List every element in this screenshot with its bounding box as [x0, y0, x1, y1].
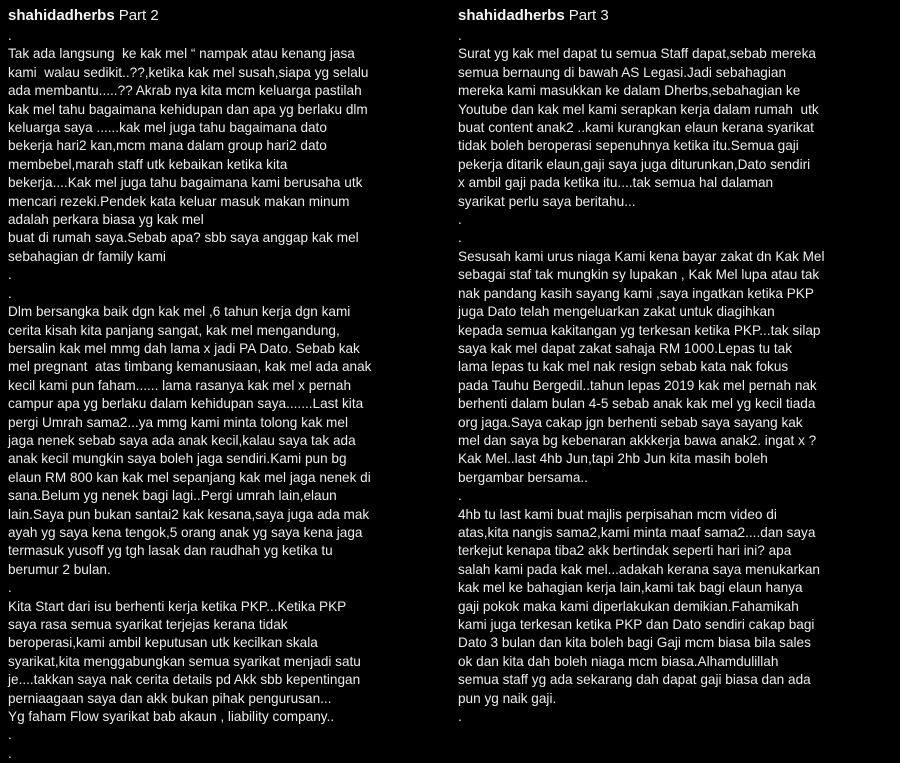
caption-line: Kak Mel..last 4hb Jun,tapi 2hb Jun kita masih boleh	[458, 451, 768, 467]
caption-line: mereka kami masukkan ke dalam Dherbs,sebahagian ke	[458, 83, 801, 99]
caption-line: juga Dato telah mengeluarkan zakat untuk diagihkan	[458, 304, 775, 320]
caption-line: je....takkan saya nak cerita details pd Akk sbb kepentingan	[8, 672, 361, 688]
caption-line: sana.Belum yg nenek bagi lagi..Pergi umrah lain,elaun	[8, 488, 337, 504]
caption-line: bekerja hari2 kan,mcm mana dalam group hari2 dato	[8, 138, 327, 154]
post-column-right	[450, 0, 890, 750]
caption-line: Yg faham Flow syarikat bab akaun , liability company..	[8, 709, 335, 725]
caption-line: berhenti dalam bulan 4-5 sebab anak kak mel yg kecil tiada	[458, 396, 816, 412]
caption-line: perniaagaan saya dan akk bukan pihak pengurusan...	[8, 690, 332, 706]
caption-line: pergi Umrah sama2...ya mmg kami minta tolong kak mel	[8, 414, 348, 430]
caption-line: salah kami pada kak mel...adakah kerana saya menukarkan	[458, 561, 820, 577]
username-link[interactable]: shahidadherbs	[8, 7, 115, 24]
caption-line: pekerja ditarik elaun,gaji saya juga diturunkan,Dato sendiri	[458, 156, 811, 172]
caption-line: lama lepas tu kak mel nak resign sebab kata nak fokus	[458, 359, 789, 375]
caption-line: sebahagian dr family kami	[8, 248, 166, 264]
caption-line: jaga nenek sebab saya ada anak kecil,kalau saya tak ada	[8, 432, 356, 448]
caption-line: buat di rumah saya.Sebab apa? sbb saya anggap kak mel	[8, 230, 359, 246]
caption-line: campur apa yg berlaku dalam kehidupan saya.......Last kita	[8, 396, 364, 412]
caption-line: pada Tauhu Bergedil..tahun lepas 2019 kak mel pernah nak	[458, 377, 817, 393]
post-caption	[458, 27, 890, 726]
caption-line: membebel,marah staff utk kebaikan ketika kita	[8, 156, 288, 172]
caption-line: anak kecil mungkin saya boleh jaga sendiri.Kami pun bg	[8, 451, 347, 467]
caption-line: gaji pokok maka kami diperlakukan demikian.Fahamikah	[458, 598, 799, 614]
caption-line: .	[458, 230, 462, 246]
caption-line: Dato 3 bulan dan kita boleh bagi Gaji mcm biasa bila sales	[458, 635, 811, 651]
caption-line: ayah yg saya kena tengok,5 orang anak yg saya kena jaga	[8, 524, 363, 540]
caption-line: atas,kita nangis sama2,kami minta maaf sama2....dan saya	[458, 524, 816, 540]
caption-line: mencari rezeki.Pendek kata keluar masuk makan minum	[8, 193, 350, 209]
caption-line: berumur 2 bulan.	[8, 561, 111, 577]
caption-line: Dlm bersangka baik dgn kak mel ,6 tahun kerja dgn kami	[8, 304, 351, 320]
caption-line: nak pandang kasih sayang kami ,saya ingatkan ketika PKP	[458, 285, 814, 301]
caption-line: .	[8, 285, 12, 301]
caption-line: bersalin kak mel mmg dah lama x jadi PA Dato. Sebab kak	[8, 340, 360, 356]
caption-line: x ambil gaji pada ketika itu....tak semua hal dalaman	[458, 175, 774, 191]
caption-line: .	[8, 745, 12, 761]
caption-line: saya kak mel dapat zakat sahaja RM 1000.Lepas tu tak	[458, 340, 792, 356]
post-header	[458, 6, 609, 26]
post-caption	[8, 27, 440, 763]
caption-line: elaun RM 800 kan kak mel sepanjang kak mel jaga nenek di	[8, 469, 371, 485]
caption-line: .	[8, 727, 12, 743]
caption-line: syarikat perlu saya beritahu...	[458, 193, 636, 209]
post-header	[8, 6, 159, 26]
caption-line: .	[458, 28, 462, 43]
caption-line: Tak ada langsung ke kak mel “ nampak atau kenang jasa	[8, 46, 355, 62]
caption-line: .	[458, 709, 462, 725]
caption-line: mel pregnant atas timbang kemanusiaan, kak mel ada anak	[8, 359, 372, 375]
caption-line: Sesusah kami urus niaga Kami kena bayar zakat dn Kak Mel	[458, 248, 825, 264]
caption-line: kak mel tahu bagaimana kehidupan dan apa yg berlaku dlm	[8, 101, 368, 117]
post-column-left	[0, 0, 440, 761]
caption-line: kami walau sedikit..??,ketika kak mel susah,siapa yg selalu	[8, 64, 369, 80]
caption-line: ada membantu.....?? Akrab nya kita mcm keluarga pastilah	[8, 83, 362, 99]
caption-line: buat content anak2 ..kami kurangkan elaun kerana syarikat	[458, 120, 814, 136]
caption-line: terkejut kenapa tiba2 akk bertindak seperti hari ini? apa	[458, 543, 792, 559]
caption-line: adalah perkara biasa yg kak mel	[8, 212, 204, 228]
caption-line: Youtube dan kak mel kami serapkan kerja dalam rumah utk	[458, 101, 819, 117]
caption-line: kak mel ke bahagian kerja lain,kami tak bagi elaun hanya	[458, 580, 803, 596]
caption-line: beroperasi,kami ambil keputusan utk kecilkan skala	[8, 635, 318, 651]
caption-line: semua bernaung di bawah AS Legasi.Jadi sebahagian	[458, 64, 787, 80]
caption-line: keluarga saya ......kak mel juga tahu bagaimana dato	[8, 120, 327, 136]
caption-line: cerita kisah kita panjang sangat, kak mel mengandung,	[8, 322, 340, 338]
caption-line: .	[8, 28, 12, 43]
caption-line: .	[458, 488, 462, 504]
caption-line: kepada semua kakitangan yg terkesan ketika PKP...tak silap	[458, 322, 821, 338]
caption-line: bergambar bersama..	[458, 469, 588, 485]
caption-line: .	[8, 580, 12, 596]
caption-line: ok dan kita dah boleh niaga mcm biasa.Alhamdulillah	[458, 653, 779, 669]
post-part-label: Part 2	[118, 7, 159, 24]
caption-line: 4hb tu last kami buat majlis perpisahan mcm video di	[458, 506, 777, 522]
caption-line: pun yg naik gaji.	[458, 690, 557, 706]
caption-line: Surat yg kak mel dapat tu semua Staff dapat,sebab mereka	[458, 46, 816, 62]
caption-line: mel dan saya bg kebenaran akkkerja bawa anak2. ingat x ?	[458, 432, 817, 448]
caption-line: syarikat,kita menggabungkan semua syarikat menjadi satu	[8, 653, 361, 669]
caption-line: org jaga.Saya cakap jgn berhenti sebab saya sayang kak	[458, 414, 803, 430]
caption-line: .	[8, 267, 12, 283]
caption-line: .	[458, 212, 462, 228]
caption-line: sebagai staf tak mungkin sy lupakan , Kak Mel lupa atau tak	[458, 267, 820, 283]
caption-line: saya rasa semua syarikat terjejas kerana tidak	[8, 617, 288, 632]
caption-line: lain.Saya pun bukan santai2 kak kesana,saya juga ada mak	[8, 506, 370, 522]
caption-line: kami juga terkesan ketika PKP dan Dato sendiri cakap bagi	[458, 617, 815, 632]
caption-line: semua staff yg ada sekarang dah dapat gaji biasa dan ada	[458, 672, 811, 688]
caption-line: Kita Start dari isu berhenti kerja ketika PKP...Ketika PKP	[8, 598, 347, 614]
post-part-label: Part 3	[568, 7, 609, 24]
username-link[interactable]: shahidadherbs	[458, 7, 565, 24]
caption-line: tidak boleh beroperasi sepenuhnya ketika itu.Semua gaji	[458, 138, 799, 154]
caption-line: termasuk yusoff yg tgh lasak dan raudhah yg ketika tu	[8, 543, 333, 559]
caption-line: bekerja....Kak mel juga tahu bagaimana kami berusaha utk	[8, 175, 363, 191]
caption-line: kecil kami pun faham...... lama rasanya kak mel x pernah	[8, 377, 352, 393]
